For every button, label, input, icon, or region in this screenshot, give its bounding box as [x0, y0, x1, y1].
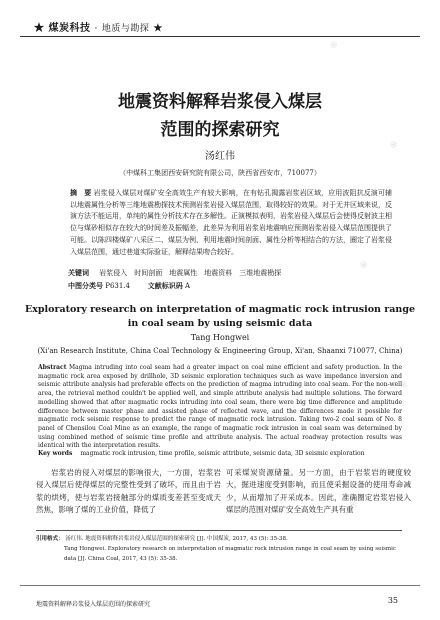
citation-label: 引用格式： — [36, 536, 64, 542]
article-title-en: Exploratory research on interpretation of magmatic rock intrusion range in coal seam by using seismic data — [24, 304, 416, 329]
body-column-left: 岩浆岩的侵入对煤层的影响很大，一方面，岩浆岩侵入煤层后使得煤层的完整性受到了破坏，而且由于岩浆的烘烤，使与岩浆岩接触部分的煤质变差甚至变成天然焦，影响了煤的工业价值，降低了 — [36, 468, 221, 514]
page-number: 35 — [387, 596, 398, 605]
star-icon: ★ — [34, 23, 45, 34]
keywords-text: 岩浆侵入 时间剖面 地震属性 地震资料 三维地震勘探 — [99, 269, 282, 277]
keywords-en-text: magmatic rock intrusion, time profile, seismic attribute, seismic data, 3D seismic exploration — [80, 450, 365, 457]
classification-code: P631.4 — [105, 282, 130, 290]
body-column-right: 可采煤炭资源储量。另一方面，由于岩浆岩的硬度较大，掘进速度受到影响，而且使采掘设备的使用寿命减少，从而增加了开采成本。因此，准确圈定岩浆岩侵入煤层的范围对煤矿安全高效生产具有重 — [226, 468, 411, 514]
abstract-en-label: Abstract — [38, 364, 67, 371]
keywords-en-label: Key words — [38, 450, 73, 457]
author-en: Tang Hongwei — [190, 333, 250, 342]
header-divider — [20, 36, 420, 37]
section-name: 煤炭科技 — [48, 23, 91, 34]
watermark: ※ — [397, 378, 411, 393]
classification-label: 中图分类号 — [68, 281, 103, 290]
document-code-label: 文献标识码 — [147, 281, 183, 290]
subsection-name: 地质与勘探 — [101, 24, 150, 34]
abstract-label: 摘 要 — [70, 188, 92, 197]
citation-cn-text: 汤红伟. 地震资料解释岩浆岩侵入煤层范围的探索研究 [J]. 中国煤炭, 2017, 43 (5): 35-38. — [65, 536, 288, 542]
section-separator: · — [94, 24, 98, 34]
abstract-en-text: Magma intruding into coal seam had a greater impact on coal mine efficient and safety production. In the magmatic rock area exposed by drillhole, 3D seismic exploration techniques such as wave impedance inversion and seismic attribute analysis had preferable effects on the prediction of magma intruding into coal seam. For the non-well area, the retrieval method couldn't be applied well, and simple attribute analysis had multiple solutions. The forward modelling showed that after magmatic rocks intruding into coal seam, there were big time difference and amplitude difference between master phase and assisted phase of reflected wave, and the differences made it possible for magmatic rock seismic response to predict the range of magmatic rock intrusion. Taking two-2 coal seam of No. 8 panel of Chensilou Coal Mine as an example, the range of magmatic rock intrusion in coal seam was determined by using combined method of seismic time profile and attribute analysis. The actual roadway protection results was identical with the interpretation results. — [38, 364, 402, 450]
citation-en: Tang Hongwei. Exploratory research on interpretation of magmatic rock intrusion range in coal seam by using seismic data [J]. China Coal, 2017, 43 (5): 35-38. — [64, 546, 396, 562]
classification-cn — [68, 281, 190, 291]
abstract-cn — [70, 187, 392, 258]
watermark: ※ — [347, 498, 361, 513]
keywords-cn — [68, 268, 392, 278]
star-icon: ★ — [153, 23, 163, 34]
citation-block — [36, 534, 402, 564]
affiliation-cn: （中煤科工集团西安研究院有限公司，陕西省西安市，710077） — [119, 169, 321, 177]
keywords-label: 关键词 — [68, 268, 89, 277]
document-code: A — [185, 282, 191, 290]
watermark: ※ — [387, 138, 401, 153]
author-cn: 汤红伟 — [205, 151, 235, 162]
article-title-cn — [0, 88, 440, 144]
abstract-en — [38, 364, 402, 451]
title-line: 范围的探索研究 — [160, 120, 280, 140]
running-title: 地震资料解释岩浆侵入煤层范围的探索研究 — [36, 601, 151, 608]
citation-divider — [36, 530, 402, 531]
keywords-en — [38, 450, 402, 457]
title-line: 地震资料解释岩浆侵入煤层 — [118, 92, 322, 112]
citation-cn — [36, 534, 402, 544]
footer-divider — [20, 585, 420, 586]
watermark: ※ — [357, 258, 371, 273]
affiliation-en: (Xi'an Research Institute, China Coal Technology & Engineering Group, Xi'an, Shaanxi 710077, China) — [37, 347, 403, 355]
section-tag — [34, 19, 163, 34]
watermark: ※ — [327, 38, 341, 53]
abstract-text: 岩浆侵入煤层对煤矿安全高效生产有较大影响，在有钻孔揭露岩浆岩区域，应用波阻抗反演可辅以地震属性分析等三维地震勘探技术预测岩浆岩侵入煤层范围，取得较好的效果。对于无井区域来说，反演方法不能运用，单纯的属性分析技术存在多解性。正演模拟表明，岩浆岩侵入煤层后会使得反射波主相位与煤砂相似存在较大的时间差及振幅差，此差异为利用岩浆岩地震响应预测岩浆岩侵入煤层范围提供了可能。以陈四楼煤矿八采区二、煤层为例，利用地震时间剖面、属性分析等相结合的方法，圈定了岩浆侵入煤层范围，通过巷道实际验证，解释结果吻合较好。 — [70, 189, 393, 256]
